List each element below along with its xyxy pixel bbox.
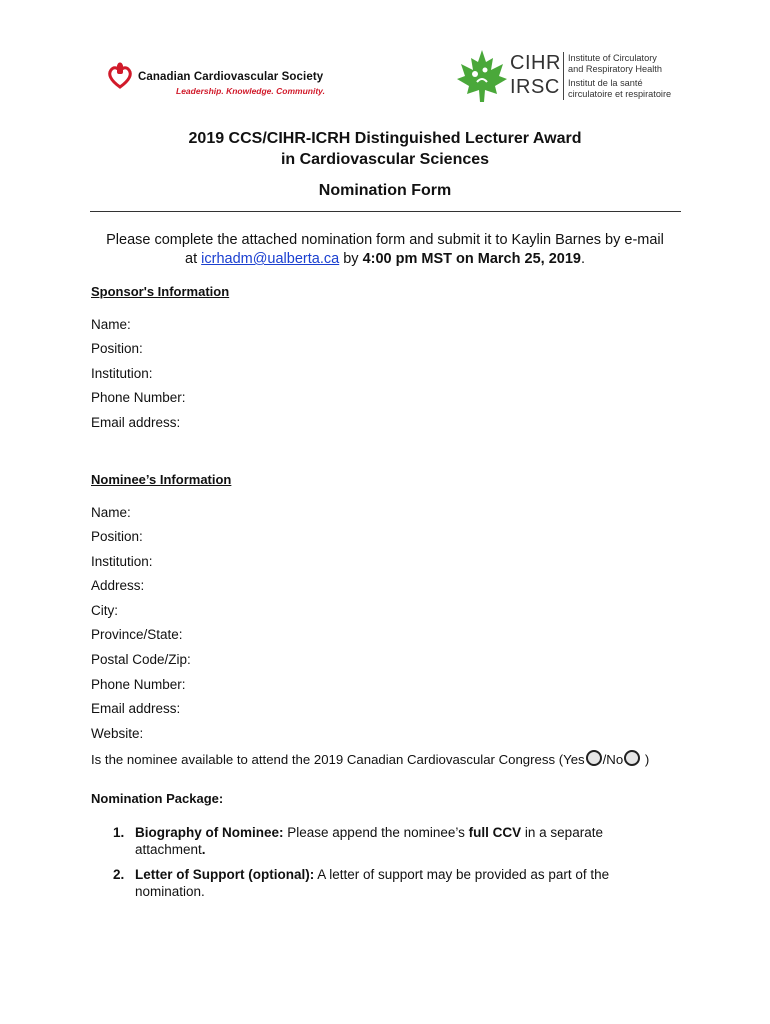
nominee-website-label: Website: [91, 726, 144, 741]
nominee-position-label: Position: [91, 529, 143, 544]
sponsor-email-label: Email address: [91, 415, 181, 430]
no-radio[interactable] [624, 750, 640, 766]
email-link[interactable]: icrhadm@ualberta.ca [201, 251, 340, 267]
title-divider [90, 211, 681, 212]
attend-question: Is the nominee available to attend the 2019 Canadian Cardiovascular Congress (Yes /No ) [91, 752, 650, 767]
nominee-institution-label: Institution: [91, 554, 153, 569]
sponsor-position-label: Position: [91, 341, 143, 356]
package-heading: Nomination Package: [91, 791, 224, 806]
ccs-logo [106, 60, 336, 100]
award-title: 2019 CCS/CIHR-ICRH Distinguished Lecturer Award in Cardiovascular Sciences [188, 130, 582, 168]
sponsor-phone-label: Phone Number: [91, 390, 186, 405]
package-item: 1. Biography of Nominee: Please append the nominee’s full CCV in a separate attachment. [113, 825, 603, 857]
maple-leaf-icon [455, 48, 509, 104]
intro-text: Please complete the attached nomination form and submit it to Kaylin Barnes by e-mail at icrhadm@ualberta.ca by 4:00 pm MST on March 25, 2019. [106, 232, 664, 267]
logo-divider [563, 52, 564, 100]
nominee-email-label: Email address: [91, 701, 181, 716]
irsc-abbr: IRSC [510, 76, 560, 98]
nominee-city-label: City: [91, 603, 118, 618]
form-title: Nomination Form [318, 182, 452, 199]
ccs-heart-icon [106, 62, 134, 90]
sponsor-institution-label: Institution: [91, 366, 153, 381]
cihr-abbr: CIHR [510, 52, 561, 74]
institute-name-en: Institute of Circulatory and Respiratory Health [568, 53, 662, 74]
sponsor-heading: Sponsor's Information [91, 284, 230, 299]
sponsor-name-label: Name: [91, 317, 131, 332]
deadline: 4:00 pm MST on March 25, 2019 [362, 251, 581, 267]
nominee-heading: Nominee’s Information [91, 472, 232, 487]
institute-name-fr: Institut de la santé circulatoire et respiratoire [568, 78, 672, 99]
cihr-logo [455, 48, 695, 108]
yes-radio[interactable] [586, 750, 602, 766]
nominee-phone-label: Phone Number: [91, 677, 186, 692]
nominee-province-label: Province/State: [91, 627, 183, 642]
package-item: 2. Letter of Support (optional): A letter of support may be provided as part of the nomination. [113, 867, 610, 899]
ccs-tagline: Leadership. Knowledge. Community. [176, 86, 325, 96]
nominee-address-label: Address: [91, 578, 145, 593]
ccs-name: Canadian Cardiovascular Society [138, 71, 324, 83]
nominee-name-label: Name: [91, 505, 131, 520]
nominee-postal-label: Postal Code/Zip: [91, 652, 191, 667]
